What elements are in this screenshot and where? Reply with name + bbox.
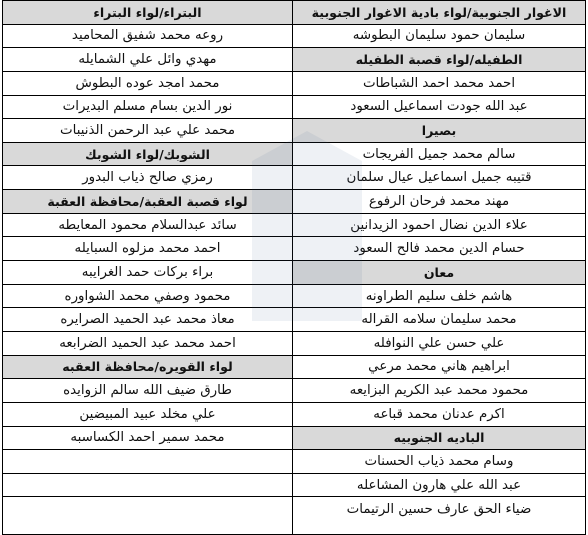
- name-cell: علي مخلد عبيد المبيضين: [3, 403, 292, 427]
- region-header: الباديه الجنوبيه: [293, 427, 585, 451]
- name-cell: احمد محمد عبد الحميد الضرابعه: [3, 332, 292, 356]
- name-cell: احمد محمد احمد الشباطات: [293, 72, 585, 96]
- name-cell: محمد سليمان سلامه القراله: [293, 308, 585, 332]
- name-cell: عبد الله علي هارون المشاعله: [293, 474, 585, 498]
- name-cell: نور الدين بسام مسلم البديرات: [3, 96, 292, 120]
- name-cell: سليمان حمود سليمان البطوشه: [293, 25, 585, 49]
- empty-cell: [3, 474, 292, 498]
- region-header: البتراء/لواء البتراء: [3, 1, 292, 25]
- name-cell: هاشم خلف سليم الطراونه: [293, 285, 585, 309]
- region-header: لواء القويره/محافظة العقبه: [3, 356, 292, 380]
- name-cell: محمد علي عبد الرحمن الذنيبات: [3, 119, 292, 143]
- name-cell: رمزي صالح ذياب البدور: [3, 166, 292, 190]
- region-header: معان: [293, 261, 585, 285]
- column-petra-aqaba-regions: [2, 1, 292, 534]
- name-cell: علاء الدين نضال احمود الزيدانين: [293, 214, 585, 238]
- name-cell: مهدي وائل علي الشمايله: [3, 48, 292, 72]
- name-cell: وسام محمد ذياب الحسنات: [293, 450, 585, 474]
- region-header: الاغوار الجنوبية/لواء بادية الاغوار الجنوبية: [293, 1, 585, 25]
- name-cell: عبد الله جودت اسماعيل السعود: [293, 96, 585, 120]
- name-cell: احمد محمد مزلوه السبايله: [3, 237, 292, 261]
- name-cell: محمود محمد عبد الكريم البزايعه: [293, 379, 585, 403]
- name-cell: ابراهيم هاني محمد مرعي: [293, 356, 585, 380]
- name-cell: حسام الدين محمد فالح السعود: [293, 237, 585, 261]
- name-cell: طارق ضيف الله سالم الزوايده: [3, 379, 292, 403]
- names-table: [2, 0, 586, 535]
- name-cell: محمود وصفي محمد الشواوره: [3, 285, 292, 309]
- name-cell: اكرم عدنان محمد قباعه: [293, 403, 585, 427]
- name-cell: روعه محمد شفيق المحاميد: [3, 25, 292, 49]
- empty-cell: [3, 497, 292, 521]
- name-cell: مهند محمد فرحان الرفوع: [293, 190, 585, 214]
- name-cell: محمد امجد عوده البطوش: [3, 72, 292, 96]
- empty-cell: [3, 450, 292, 474]
- region-header: الطفيله/لواء قصبة الطفيله: [293, 48, 585, 72]
- name-cell: براء بركات حمد الغرايبه: [3, 261, 292, 285]
- name-cell: قتيبه جميل اسماعيل عيال سلمان: [293, 166, 585, 190]
- region-header: بصيرا: [293, 119, 585, 143]
- name-cell: سائد عبدالسلام محمود المعايطه: [3, 214, 292, 238]
- name-cell: ضياء الحق عارف حسين الرتيمات: [346, 501, 532, 517]
- column-south-regions: [292, 1, 585, 534]
- name-cell: سالم محمد جميل الفريجات: [293, 143, 585, 167]
- name-cell: معاذ محمد عبد الحميد الصرايره: [3, 308, 292, 332]
- region-header: لواء قصبة العقبة/محافظة العقبة: [3, 190, 292, 214]
- name-cell: محمد سمير احمد الكساسبه: [3, 427, 292, 451]
- region-header: الشوبك/لواء الشوبك: [3, 143, 292, 167]
- name-cell: علي حسن علي النوافله: [293, 332, 585, 356]
